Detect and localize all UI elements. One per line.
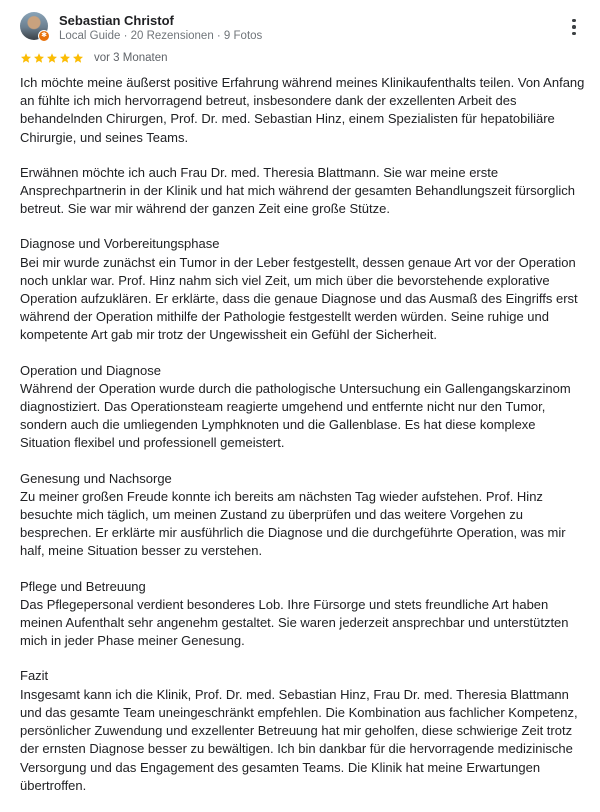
section-text: Bei mir wurde zunächst ein Tumor in der Leber festgestellt, dessen genaue Art vor der Operation noch unklar war. Prof. Hinz nahm sich viel Zeit, um mich über die bevorstehende explorative Operation aufzuklären. Er erklärte, dass die genaue Diagnose und das Ausmaß des Eingriffs erst während der Operation mithilfe der Pathologie festgestellt werden würden. Seine ruhige und kompetente Art gab mir trotz der Ungewissheit ein Gefühl der Sicherheit.	[20, 254, 578, 343]
star-icon	[33, 52, 45, 64]
review-text	[20, 74, 586, 812]
review-section	[20, 362, 586, 453]
review-section	[20, 470, 586, 561]
reviewer-meta: Local Guide · 20 Rezensionen · 9 Fotos	[59, 30, 263, 42]
more-vert-icon-dot	[572, 25, 576, 29]
local-guide-badge-icon: ✱	[38, 30, 50, 42]
review-section	[20, 578, 586, 651]
section-heading: Fazit	[20, 668, 49, 684]
star-icon	[72, 52, 84, 64]
review-paragraph-second: Erwähnen möchte ich auch Frau Dr. med. Theresia Blattmann. Sie war meine erste Ansprechpartnerin in der Klinik und hat mich während der gesamten Behandlungszeit fürsorglich betreut. Sie war mir während der ganzen Zeit eine große Stütze.	[20, 164, 575, 217]
section-heading: Genesung und Nachsorge	[20, 470, 172, 486]
review-section	[20, 667, 586, 794]
reviewer-avatar[interactable]	[20, 12, 48, 40]
section-heading: Diagnose und Vorbereitungsphase	[20, 236, 220, 252]
review-paragraph-intro: Ich möchte meine äußerst positive Erfahrung während meines Klinikaufenthalts teilen. Von Anfang an fühlte ich mich hervorragend betreut, insbesondere dank der exzellenten Arbeit des behandelnden Chirurgen, Prof. Dr. med. Sebastian Hinz, einem Spezialisten für hepatobiliäre Chirurgie, und seines Teams.	[20, 75, 585, 145]
star-rating	[20, 52, 85, 64]
section-heading: Pflege und Betreuung	[20, 578, 146, 594]
section-text: Insgesamt kann ich die Klinik, Prof. Dr. med. Sebastian Hinz, Frau Dr. med. Theresia Blattmann und das gesamte Team uneingeschränkt empfehlen. Die Kombination aus fachlicher Kompetenz, persönlicher Zuwendung und exzellenter Betreuung hat mir geholfen, diese schwierige Zeit trotz der ernsten Diagnose besser zu bewältigen. Ich bin dankbar für die hervorragende medizinische Versorgung und das Engagement des gesamten Teams. Die Klinik hat meine Erwartungen übertroffen.	[20, 686, 578, 793]
review-section	[20, 235, 586, 344]
review-time: vor 3 Monaten	[94, 52, 168, 64]
more-options-button[interactable]	[564, 16, 584, 38]
section-heading: Operation und Diagnose	[20, 362, 161, 378]
star-icon	[59, 52, 71, 64]
section-text: Das Pflegepersonal verdient besonderes Lob. Ihre Fürsorge und stets freundliche Art haben meinen Aufenthalt sehr angenehm gestaltet. Sie waren jederzeit ansprechbar und unterstützten mich in jeder Phase meiner Genesung.	[20, 596, 569, 649]
star-icon	[20, 52, 32, 64]
review-header	[20, 12, 588, 48]
section-text: Zu meiner großen Freude konnte ich bereits am nächsten Tag wieder aufstehen. Prof. Hinz besuchte mich täglich, um meinen Zustand zu überprüfen und das weitere Vorgehen zu besprechen. Er erklärte mir ausführlich die Diagnose und die durchgeführte Operation, was mir half, meine Situation besser zu verstehen.	[20, 488, 566, 559]
reviewer-name[interactable]: Sebastian Christof	[59, 13, 174, 28]
section-text: Während der Operation wurde durch die pathologische Untersuchung ein Gallengangskarzinom diagnostiziert. Das Operationsteam reagierte umgehend und entfernte nicht nur den Tumor, sondern auch die umliegenden Lymphknoten und die Gallenblase. Es hat diese komplexe Situation flexibel und professionell gemeistert.	[20, 380, 571, 451]
star-icon	[46, 52, 58, 64]
rating-row	[20, 51, 168, 65]
more-vert-icon-dot	[572, 32, 576, 36]
more-vert-icon-dot	[572, 19, 576, 23]
